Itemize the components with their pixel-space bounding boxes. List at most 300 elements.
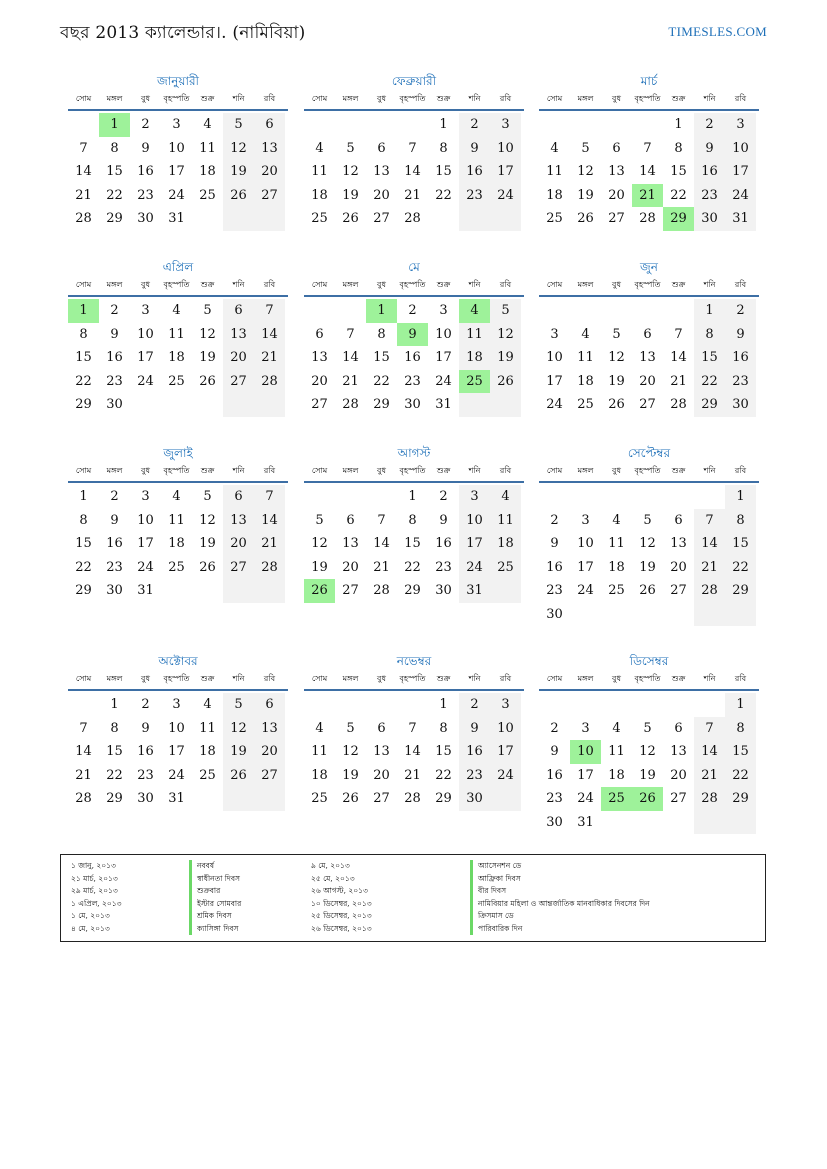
empty-cell: [694, 811, 725, 835]
weekday-label: মঙ্গল: [106, 674, 123, 683]
day-cell: 31: [577, 814, 594, 830]
day-cell: 12: [223, 717, 254, 741]
weekday-label: মঙ্গল: [577, 94, 594, 103]
day-cell: 11: [459, 323, 490, 347]
day-cell: 22: [75, 373, 92, 389]
day-cell: 6: [223, 485, 254, 509]
day-cell: 1: [79, 489, 88, 504]
day-cell: 2: [439, 489, 448, 504]
day-cell: 13: [254, 717, 285, 741]
day-cell: 4: [581, 326, 590, 342]
holiday-name: আফ্রিকা দিবস: [470, 873, 650, 886]
day-cell: 29: [373, 397, 390, 412]
weekday-label: শনি: [468, 94, 481, 103]
day-cell: 8: [725, 509, 756, 533]
day-cell: 17: [137, 536, 154, 551]
day-cell: 5: [643, 720, 652, 736]
day-cell: 24: [137, 373, 154, 389]
day-cell: 16: [137, 164, 154, 179]
day-cell: 21: [342, 373, 359, 389]
day-cell: 12: [223, 137, 254, 161]
day-cell: 9: [694, 137, 725, 161]
day-cell: 23: [106, 559, 123, 575]
day-cell: 22: [670, 187, 687, 203]
weekday-label: রবি: [499, 466, 512, 475]
day-cell: 30: [546, 606, 563, 622]
holiday-names-right: [470, 860, 650, 935]
day-cell: 7: [408, 140, 417, 156]
day-cell: 25: [199, 187, 216, 203]
day-cell: 29: [404, 583, 421, 598]
weekday-label: বুধ: [377, 674, 386, 683]
day-cell: 24: [490, 764, 521, 788]
day-cell: 7: [254, 485, 285, 509]
day-cell: 15: [694, 346, 725, 370]
day-cell: 2: [141, 697, 150, 712]
day-cell: 24: [459, 556, 490, 580]
day-cell: 24: [168, 767, 185, 783]
month-calendar: [68, 72, 288, 231]
day-cell: 14: [670, 350, 687, 365]
weekday-label: মঙ্গল: [342, 280, 359, 289]
day-cell: 13: [223, 509, 254, 533]
day-cell: 13: [311, 350, 328, 365]
day-cell: 22: [725, 556, 756, 580]
day-cell: 17: [435, 350, 452, 365]
empty-cell: [304, 485, 335, 509]
day-cell: 13: [670, 536, 687, 551]
day-cell: 15: [435, 744, 452, 759]
day-cell: 25: [168, 559, 185, 575]
day-cell: 31: [137, 583, 154, 598]
empty-cell: [254, 579, 285, 603]
empty-cell: [366, 113, 397, 137]
empty-cell: [335, 693, 366, 717]
holiday-date: ২৬ ডিসেম্বর, ২০১৩: [311, 923, 372, 933]
weekday-header: [304, 670, 524, 691]
day-cell: 9: [141, 140, 150, 156]
day-cell: 7: [674, 326, 683, 342]
weekday-label: শনি: [232, 280, 245, 289]
month-name: অক্টোবর: [158, 654, 198, 668]
day-cell: 25: [577, 397, 594, 412]
weekday-label: শুক্র: [671, 280, 686, 289]
day-cell: 22: [75, 559, 92, 575]
empty-cell: [694, 485, 725, 509]
day-cell: 30: [459, 787, 490, 811]
day-cell: 28: [254, 370, 285, 394]
day-cell: 11: [490, 509, 521, 533]
day-cell: 7: [79, 720, 88, 736]
weekday-label: রবি: [734, 674, 747, 683]
weekday-label: রবি: [263, 94, 276, 103]
weekday-label: রবি: [263, 280, 276, 289]
empty-cell: [192, 579, 223, 603]
weekday-header: [68, 276, 288, 297]
day-cell: 9: [439, 512, 448, 528]
day-cell: 3: [141, 303, 150, 318]
day-cell: 31: [725, 207, 756, 231]
day-cell: 30: [106, 397, 123, 412]
day-cell: 2: [141, 117, 150, 132]
empty-cell: [694, 603, 725, 627]
weekday-label: সোম: [311, 466, 328, 475]
empty-cell: [68, 693, 99, 717]
holiday-date: ২১ মার্চ, ২০১৩: [71, 873, 118, 883]
weekday-header: [68, 462, 288, 483]
day-cell: 19: [342, 187, 359, 203]
day-cell: 11: [168, 512, 185, 528]
day-cell: 31: [459, 579, 490, 603]
empty-cell: [725, 811, 756, 835]
day-cell: 10: [490, 137, 521, 161]
day-cell: 31: [435, 397, 452, 412]
day-cell: 11: [577, 350, 594, 365]
day-cell: 8: [694, 323, 725, 347]
day-cell: 19: [223, 740, 254, 764]
day-cell: 9: [550, 536, 559, 551]
day-cell: 7: [694, 717, 725, 741]
month-calendar: [68, 652, 288, 811]
weekday-label: বৃহস্পতি: [399, 280, 426, 289]
day-cell: 22: [435, 767, 452, 783]
day-cell: 11: [546, 164, 563, 179]
empty-cell: [632, 603, 663, 627]
holiday-date: ১ মে, ২০১৩: [71, 911, 110, 920]
day-cell: 21: [694, 764, 725, 788]
day-cell: 29: [106, 791, 123, 806]
empty-cell: [192, 393, 223, 417]
day-cell: 6: [377, 720, 386, 736]
day-cell: 23: [694, 184, 725, 208]
month-name: জুন: [640, 260, 658, 274]
weekday-label: বুধ: [141, 466, 150, 475]
day-cell: 16: [694, 160, 725, 184]
weekday-label: বৃহস্পতি: [634, 674, 661, 683]
day-cell: 4: [203, 117, 212, 132]
month-name: ডিসেম্বর: [629, 654, 669, 668]
holiday-date: ১ এপ্রিল, ২০১৩: [71, 898, 122, 908]
day-cell: 4: [550, 140, 559, 156]
day-cell: 28: [404, 791, 421, 806]
day-cell: 26: [342, 211, 359, 226]
day-cell: 26: [199, 559, 216, 575]
day-cell: 3: [439, 303, 448, 318]
weekday-label: শনি: [232, 94, 245, 103]
day-cell: 27: [223, 556, 254, 580]
day-cell: 9: [459, 717, 490, 741]
holiday-name: পারিবারিক দিন: [470, 923, 650, 936]
day-cell: 16: [725, 346, 756, 370]
day-cell: 15: [75, 350, 92, 365]
month-calendar: [304, 652, 524, 811]
weekday-label: শুক্র: [436, 94, 451, 103]
weekday-label: শনি: [232, 466, 245, 475]
weekday-label: বুধ: [377, 280, 386, 289]
day-cell: 29: [725, 787, 756, 811]
day-cell: 11: [168, 326, 185, 342]
day-cell: 26: [632, 787, 663, 811]
day-cell: 28: [75, 791, 92, 806]
day-cell: 10: [490, 717, 521, 741]
days-grid: [68, 113, 288, 231]
month-calendar: [68, 258, 288, 417]
weekday-label: বুধ: [612, 94, 621, 103]
weekday-label: শনি: [703, 674, 716, 683]
holiday-date: ১ জানু, ২০১৩: [71, 861, 116, 870]
day-cell: 13: [342, 536, 359, 551]
day-cell: 13: [373, 164, 390, 179]
day-cell: 20: [254, 740, 285, 764]
day-cell: 10: [577, 536, 594, 551]
day-cell: 27: [608, 211, 625, 226]
day-cell: 19: [639, 767, 656, 783]
day-cell: 26: [608, 397, 625, 412]
day-cell: 14: [75, 744, 92, 759]
day-cell: 20: [608, 187, 625, 203]
month-calendar: [539, 72, 759, 231]
day-cell: 9: [110, 512, 119, 528]
month-name: নভেম্বর: [396, 654, 432, 668]
empty-cell: [663, 485, 694, 509]
day-cell: 14: [342, 350, 359, 365]
weekday-label: সোম: [311, 280, 328, 289]
empty-cell: [539, 693, 570, 717]
day-cell: 18: [546, 187, 563, 203]
month-calendar: [304, 72, 524, 231]
days-grid: [304, 693, 524, 811]
day-cell: 3: [172, 697, 181, 712]
day-cell: 10: [137, 512, 154, 528]
weekday-label: মঙ্গল: [342, 466, 359, 475]
day-cell: 19: [490, 346, 521, 370]
empty-cell: [539, 299, 570, 323]
holiday-date: ২৫ ডিসেম্বর, ২০১৩: [311, 911, 372, 920]
day-cell: 24: [577, 583, 594, 598]
day-cell: 10: [546, 350, 563, 365]
day-cell: 8: [439, 140, 448, 156]
day-cell: 31: [168, 211, 185, 226]
day-cell: 27: [254, 764, 285, 788]
day-cell: 14: [373, 536, 390, 551]
day-cell: 10: [459, 509, 490, 533]
weekday-label: সোম: [546, 280, 563, 289]
day-cell: 7: [346, 326, 355, 342]
day-cell: 22: [725, 764, 756, 788]
days-grid: [539, 299, 759, 417]
day-cell: 14: [75, 164, 92, 179]
day-cell: 27: [373, 791, 390, 806]
empty-cell: [490, 787, 521, 811]
weekday-label: সোম: [546, 94, 563, 103]
holiday-list: [60, 854, 766, 942]
day-cell: 2: [550, 512, 559, 528]
site-link[interactable]: TIMESLES.COM: [668, 24, 767, 39]
day-cell: 29: [75, 397, 92, 412]
month-calendar: [68, 444, 288, 603]
day-cell: 26: [490, 370, 521, 394]
day-cell: 1: [694, 299, 725, 323]
weekday-label: সোম: [311, 94, 328, 103]
day-cell: 23: [137, 187, 154, 203]
day-cell: 27: [639, 397, 656, 412]
empty-cell: [539, 113, 570, 137]
days-grid: [539, 485, 759, 626]
day-cell: 29: [725, 579, 756, 603]
day-cell: 13: [373, 744, 390, 759]
weekday-label: শুক্র: [436, 466, 451, 475]
empty-cell: [694, 693, 725, 717]
day-cell: 23: [106, 373, 123, 389]
empty-cell: [459, 393, 490, 417]
month-calendar: [304, 258, 524, 417]
weekday-label: বৃহস্পতি: [163, 466, 190, 475]
weekday-label: বৃহস্পতি: [163, 280, 190, 289]
weekday-label: সোম: [546, 674, 563, 683]
day-cell: 19: [639, 559, 656, 575]
day-cell: 1: [725, 485, 756, 509]
day-cell: 30: [137, 791, 154, 806]
empty-cell: [663, 811, 694, 835]
day-cell: 22: [106, 187, 123, 203]
weekday-label: শনি: [468, 280, 481, 289]
day-cell: 24: [546, 397, 563, 412]
day-cell: 11: [608, 536, 625, 551]
day-cell: 12: [342, 164, 359, 179]
weekday-label: রবি: [734, 94, 747, 103]
weekday-label: রবি: [734, 280, 747, 289]
weekday-label: শনি: [468, 466, 481, 475]
empty-cell: [254, 207, 285, 231]
empty-cell: [490, 207, 521, 231]
day-cell: 17: [577, 559, 594, 575]
day-cell: 18: [608, 559, 625, 575]
day-cell: 6: [346, 512, 355, 528]
empty-cell: [304, 113, 335, 137]
day-cell: 20: [639, 373, 656, 389]
day-cell: 10: [725, 137, 756, 161]
day-cell: 24: [725, 184, 756, 208]
empty-cell: [570, 693, 601, 717]
day-cell: 24: [490, 184, 521, 208]
empty-cell: [490, 393, 521, 417]
day-cell: 29: [106, 211, 123, 226]
day-cell: 23: [725, 370, 756, 394]
day-cell: 15: [106, 744, 123, 759]
weekday-label: বুধ: [141, 674, 150, 683]
day-cell: 27: [342, 583, 359, 598]
day-cell: 21: [254, 346, 285, 370]
day-cell: 11: [608, 744, 625, 759]
day-cell: 20: [373, 187, 390, 203]
day-cell: 6: [254, 113, 285, 137]
day-cell: 2: [550, 720, 559, 736]
weekday-label: বুধ: [612, 466, 621, 475]
day-cell: 7: [408, 720, 417, 736]
month-calendar: [304, 444, 524, 603]
day-cell: 25: [546, 211, 563, 226]
day-cell: 12: [199, 512, 216, 528]
empty-cell: [304, 693, 335, 717]
day-cell: 9: [397, 323, 428, 347]
day-cell: 27: [311, 397, 328, 412]
day-cell: 3: [490, 113, 521, 137]
weekday-label: বৃহস্পতি: [399, 466, 426, 475]
day-cell: 26: [639, 583, 656, 598]
weekday-label: মঙ্গল: [342, 674, 359, 683]
holiday-name: শ্রমিক দিবস: [189, 910, 241, 923]
day-cell: 20: [223, 346, 254, 370]
day-cell: 14: [404, 744, 421, 759]
empty-cell: [570, 485, 601, 509]
day-cell: 20: [670, 767, 687, 783]
weekday-label: রবি: [499, 674, 512, 683]
day-cell: 15: [670, 164, 687, 179]
day-cell: 3: [141, 489, 150, 504]
day-cell: 4: [612, 512, 621, 528]
empty-cell: [632, 113, 663, 137]
day-cell: 20: [373, 767, 390, 783]
day-cell: 3: [172, 117, 181, 132]
day-cell: 29: [663, 207, 694, 231]
day-cell: 6: [674, 512, 683, 528]
day-cell: 5: [490, 299, 521, 323]
weekday-label: শুক্র: [671, 94, 686, 103]
day-cell: 18: [199, 744, 216, 759]
day-cell: 1: [68, 299, 99, 323]
day-cell: 26: [223, 184, 254, 208]
weekday-label: বুধ: [141, 94, 150, 103]
empty-cell: [192, 207, 223, 231]
day-cell: 8: [674, 140, 683, 156]
day-cell: 16: [546, 767, 563, 783]
day-cell: 1: [725, 693, 756, 717]
day-cell: 8: [408, 512, 417, 528]
weekday-label: বুধ: [612, 674, 621, 683]
empty-cell: [223, 787, 254, 811]
day-cell: 17: [490, 160, 521, 184]
day-cell: 2: [110, 489, 119, 504]
day-cell: 14: [639, 164, 656, 179]
holiday-date: ৯ মে, ২০১৩: [311, 861, 350, 870]
page-title: বছর 2013 ক্যালেন্ডার।. (নামিবিয়া): [60, 23, 306, 43]
weekday-header: [68, 670, 288, 691]
day-cell: 7: [254, 299, 285, 323]
day-cell: 1: [408, 489, 417, 504]
day-cell: 12: [342, 744, 359, 759]
weekday-label: সোম: [75, 674, 92, 683]
weekday-label: বুধ: [377, 94, 386, 103]
day-cell: 1: [99, 113, 130, 137]
day-cell: 1: [110, 697, 119, 712]
empty-cell: [254, 393, 285, 417]
day-cell: 28: [342, 397, 359, 412]
day-cell: 12: [490, 323, 521, 347]
weekday-label: শুক্র: [200, 280, 215, 289]
day-cell: 27: [254, 184, 285, 208]
day-cell: 21: [75, 187, 92, 203]
day-cell: 26: [304, 579, 335, 603]
day-cell: 7: [694, 509, 725, 533]
holiday-dates-right: [311, 860, 372, 935]
empty-cell: [632, 299, 663, 323]
empty-cell: [223, 393, 254, 417]
empty-cell: [335, 299, 366, 323]
day-cell: 28: [670, 397, 687, 412]
weekday-label: সোম: [75, 466, 92, 475]
day-cell: 29: [435, 791, 452, 806]
day-cell: 18: [311, 767, 328, 783]
